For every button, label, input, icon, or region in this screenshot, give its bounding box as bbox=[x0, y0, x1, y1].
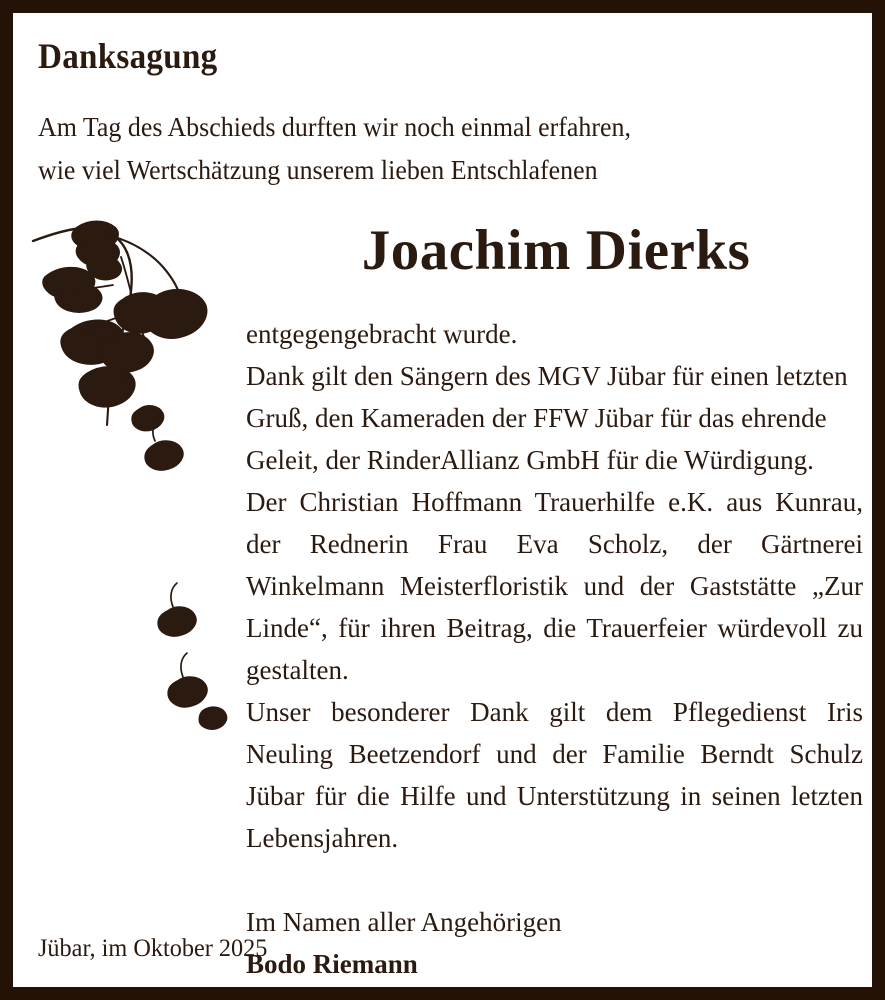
body-paragraph-1: entgegengebracht wurde. bbox=[246, 319, 518, 349]
intro-line-1: Am Tag des Abschieds durften wir noch einmal erfahren, bbox=[38, 112, 631, 142]
deceased-name: Joachim Dierks bbox=[361, 219, 751, 282]
intro-text bbox=[38, 106, 835, 192]
body-paragraph-3: Der Christian Hoffmann Trauerhilfe e.K. aus Kunrau, der Rednerin Frau Eva Scholz, der Gärtnerei Winkelmann Meisterfloristik und der Gaststätte „Zur Linde“, für ihren Beitrag, die Trauerfeier würdevoll zu gestalten. bbox=[246, 487, 863, 685]
place-and-date: Jübar, im Oktober 2025 bbox=[38, 935, 268, 962]
closing-line: Im Namen aller Angehörigen bbox=[246, 907, 562, 937]
intro-line-2: wie viel Wertschätzung unserem lieben Entschlafenen bbox=[38, 155, 598, 185]
body-paragraph-4: Unser besonderer Dank gilt dem Pflegedienst Iris Neuling Beetzendorf und der Familie Berndt Schulz Jübar für die Hilfe und Unterstützung in seinen letzten Lebensjahren. bbox=[246, 697, 863, 853]
body-paragraph-2: Dank gilt den Sängern des MGV Jübar für einen letzten Gruß, den Kameraden der FFW Jübar für das ehrende Geleit, der RinderAllianz GmbH für die Würdigung. bbox=[246, 361, 848, 475]
body-text-column bbox=[246, 313, 863, 985]
paragraph-spacer bbox=[246, 859, 863, 901]
signature-name: Bodo Riemann bbox=[246, 949, 418, 979]
page-title: Danksagung bbox=[38, 36, 218, 76]
